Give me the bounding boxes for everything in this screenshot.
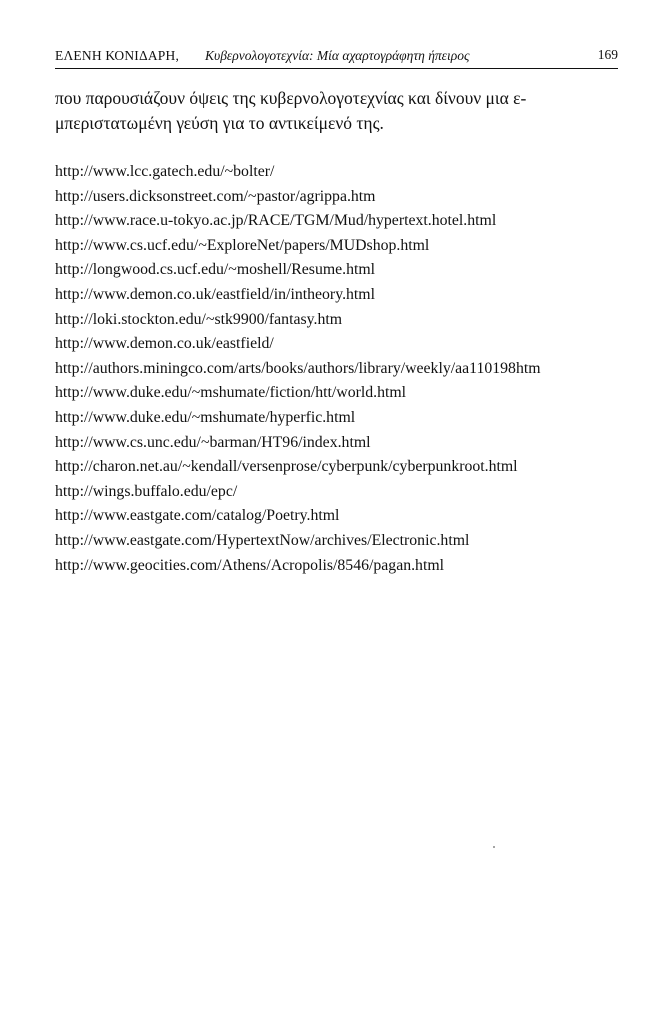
url-item: http://users.dicksonstreet.com/~pastor/agrippa.htm [55,187,376,205]
intro-line-1: που παρουσιάζουν όψεις της κυβερνολογοτεχνίας και δίνουν μια ε- [55,88,527,108]
url-item: http://www.demon.co.uk/eastfield/ [55,335,274,353]
scan-speck [493,846,495,848]
running-header [55,44,618,69]
url-item: http://www.cs.ucf.edu/~ExploreNet/papers/MUDshop.html [55,236,430,254]
url-item: http://www.demon.co.uk/eastfield/in/intheory.html [55,285,375,303]
intro-paragraph [55,86,618,136]
url-item: http://wings.buffalo.edu/epc/ [55,482,238,500]
url-item: http://www.eastgate.com/catalog/Poetry.html [55,507,340,525]
url-item: http://loki.stockton.edu/~stk9900/fantasy.htm [55,310,343,328]
page-number: 169 [597,47,618,62]
url-item: http://charon.net.au/~kendall/versenprose/cyberpunk/cyberpunkroot.html [55,458,518,476]
url-item: http://www.cs.unc.edu/~barman/HT96/index.html [55,433,371,451]
url-list [55,160,625,578]
url-item: http://www.race.u-tokyo.ac.jp/RACE/TGM/Mud/hypertext.hotel.html [55,212,497,230]
intro-line-2: μπεριστατωμένη γεύση για το αντικείμενό της. [55,113,384,133]
url-item: http://www.duke.edu/~mshumate/hyperfic.html [55,408,356,426]
url-item: http://www.duke.edu/~mshumate/fiction/htt/world.html [55,384,407,402]
url-item: http://www.eastgate.com/HypertextNow/archives/Electronic.html [55,531,470,549]
url-item: http://www.geocities.com/Athens/Acropolis/8546/pagan.html [55,556,445,574]
url-item: http://longwood.cs.ucf.edu/~moshell/Resume.html [55,261,376,279]
url-item: http://authors.miningco.com/arts/books/authors/library/weekly/aa110198htm [55,359,541,377]
header-title: Κυβερνολογοτεχνία: Μία αχαρτογράφητη ήπειρος [205,48,470,63]
url-item: http://www.lcc.gatech.edu/~bolter/ [55,163,275,180]
header-author: ΕΛΕΝΗ ΚΟΝΙΔΑΡΗ, [55,48,180,63]
